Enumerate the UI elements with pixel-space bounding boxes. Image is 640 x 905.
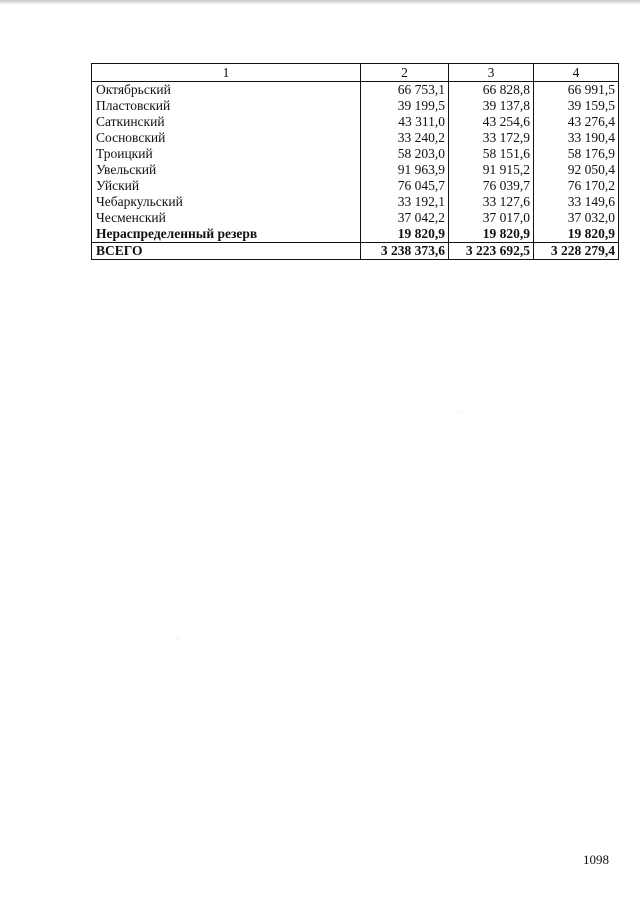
total-col-4-cell: 3 228 279,4	[534, 243, 619, 260]
table-header-row	[92, 64, 619, 82]
header-col-3: 3	[449, 64, 534, 82]
value-col-4-cell: 58 176,9	[534, 146, 619, 162]
district-name-cell: Чесменский	[92, 210, 361, 226]
table-row	[92, 130, 619, 146]
value-col-4-cell: 66 991,5	[534, 82, 619, 99]
district-name-cell: Чебаркульский	[92, 194, 361, 210]
scan-speck	[177, 638, 178, 639]
table-row	[92, 146, 619, 162]
value-col-2-cell: 33 192,1	[361, 194, 449, 210]
district-name-cell: Нераспределенный резерв	[92, 226, 361, 243]
value-col-2-cell: 37 042,2	[361, 210, 449, 226]
table-row	[92, 194, 619, 210]
value-col-2-cell: 91 963,9	[361, 162, 449, 178]
district-name-cell: Саткинский	[92, 114, 361, 130]
value-col-4-cell: 92 050,4	[534, 162, 619, 178]
value-col-2-cell: 76 045,7	[361, 178, 449, 194]
value-col-3-cell: 43 254,6	[449, 114, 534, 130]
value-col-2-cell: 43 311,0	[361, 114, 449, 130]
value-col-4-cell: 19 820,9	[534, 226, 619, 243]
value-col-3-cell: 66 828,8	[449, 82, 534, 99]
value-col-2-cell: 66 753,1	[361, 82, 449, 99]
value-col-3-cell: 91 915,2	[449, 162, 534, 178]
page-number: 1098	[583, 852, 609, 867]
value-col-3-cell: 39 137,8	[449, 98, 534, 114]
total-col-3-cell: 3 223 692,5	[449, 243, 534, 260]
value-col-4-cell: 33 149,6	[534, 194, 619, 210]
value-col-4-cell: 76 170,2	[534, 178, 619, 194]
value-col-3-cell: 76 039,7	[449, 178, 534, 194]
value-col-3-cell: 58 151,6	[449, 146, 534, 162]
table-row	[92, 178, 619, 194]
district-name-cell: Уйский	[92, 178, 361, 194]
total-label-cell: ВСЕГО	[92, 243, 361, 260]
value-col-2-cell: 33 240,2	[361, 130, 449, 146]
total-row	[92, 243, 619, 260]
header-col-2: 2	[361, 64, 449, 82]
value-col-3-cell: 37 017,0	[449, 210, 534, 226]
value-col-3-cell: 19 820,9	[449, 226, 534, 243]
value-col-3-cell: 33 172,9	[449, 130, 534, 146]
value-col-2-cell: 19 820,9	[361, 226, 449, 243]
scan-speck	[461, 412, 462, 413]
value-col-2-cell: 39 199,5	[361, 98, 449, 114]
value-col-2-cell: 58 203,0	[361, 146, 449, 162]
header-col-1: 1	[92, 64, 361, 82]
table-row	[92, 226, 619, 243]
table-row	[92, 82, 619, 99]
value-col-4-cell: 43 276,4	[534, 114, 619, 130]
table-body	[92, 64, 619, 260]
budget-table	[91, 63, 619, 260]
district-name-cell: Октябрьский	[92, 82, 361, 99]
table-row	[92, 210, 619, 226]
header-col-4: 4	[534, 64, 619, 82]
district-name-cell: Троицкий	[92, 146, 361, 162]
district-name-cell: Пластовский	[92, 98, 361, 114]
total-col-2-cell: 3 238 373,6	[361, 243, 449, 260]
value-col-4-cell: 37 032,0	[534, 210, 619, 226]
district-name-cell: Увельский	[92, 162, 361, 178]
value-col-4-cell: 33 190,4	[534, 130, 619, 146]
table-row	[92, 98, 619, 114]
district-name-cell: Сосновский	[92, 130, 361, 146]
table-row	[92, 114, 619, 130]
value-col-4-cell: 39 159,5	[534, 98, 619, 114]
table-row	[92, 162, 619, 178]
value-col-3-cell: 33 127,6	[449, 194, 534, 210]
scan-edge-shadow	[0, 0, 640, 5]
